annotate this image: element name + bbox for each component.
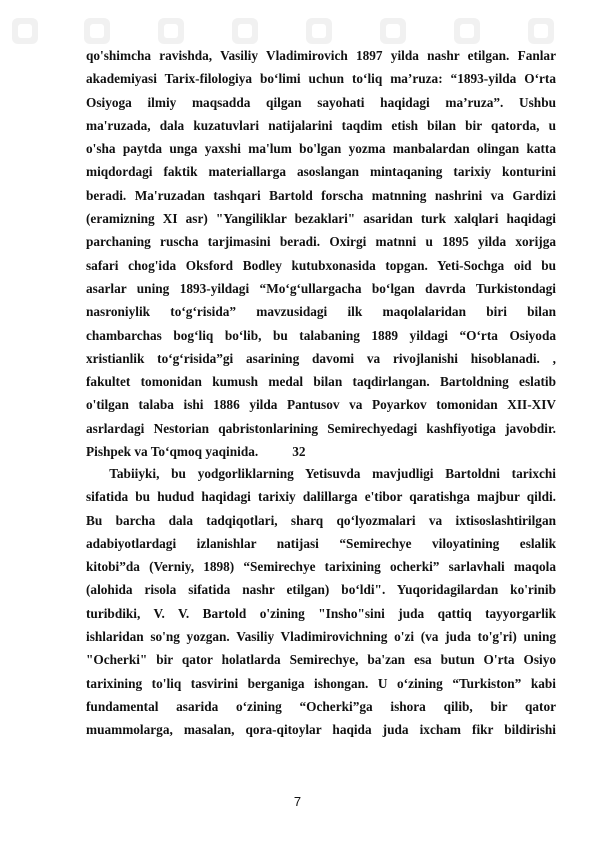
paragraph-end-text: Pishpek va To‘qmoq yaqinida. — [86, 444, 259, 460]
text-line: miqdordagi faktik materiallarga asoslangan mintaqaning tarixiy konturini — [86, 164, 556, 180]
text-line: qo'shimcha ravishda, Vasiliy Vladimirovich 1897 yilda nashr etilgan. Fanlar — [86, 48, 556, 63]
text-line: parchaning ruscha tarjimasini beradi. Oxirgi matnni u 1895 yilda xorijga — [86, 234, 556, 250]
note-reference: 32 — [292, 444, 306, 460]
text-line: fakultet tomonidan kumush medal bilan taqdirlangan. Bartoldning eslatib — [86, 374, 556, 390]
text-line: beradi. Ma'ruzadan tashqari Bartold forscha matnning nashrini va Gardizi — [86, 187, 556, 203]
watermark-mark-icon — [454, 18, 480, 44]
page-number: 7 — [293, 794, 302, 809]
text-line-last — [86, 440, 556, 463]
text-line: muammolarga, masalan, qora-qitoylar haqida juda ixcham fikr bildirishi — [86, 722, 556, 738]
text-line: akademiyasi Tarix-filologiya bo‘limi uchun to‘liq ma’ruza: “1893-yilda O‘rta — [86, 71, 556, 87]
text-line: Bu barcha dala tadqiqotlari, sharq qo‘lyozmalari va ixtisoslashtirilgan — [86, 512, 556, 528]
text-line: "Ocherki" bir qator holatlarda Semirechye, ba'zan esa butun O'rta Osiyo — [86, 652, 556, 668]
text-line: asarlar uning 1893-yildagi “Mo‘g‘ullargacha bo‘lgan davrda Turkistondagi — [86, 280, 556, 296]
text-line: asrlardagi Nestorian qabristonlarining Semirechyedagi kashfiyotiga javobdir. — [86, 420, 556, 436]
text-line: Osiyoga ilmiy maqsadda qilgan sayohati haqidagi ma’ruza”. Ushbu — [86, 94, 556, 110]
text-line: Tabiiyki, bu yodgorliklarning Yetisuvda mavjudligi Bartoldni tarixchi — [86, 466, 556, 481]
text-line: turibdiki, V. V. Bartold o'zining "Insho"sini juda qattiq tayyorgarlik — [86, 605, 556, 621]
text-line: fundamental asarida o‘zining “Ocherki”ga ishora qilib, bir qator — [86, 698, 556, 714]
text-line: nasroniylik to‘g‘risida” mavzusidagi ilk maqolalaridan biri bilan — [86, 304, 556, 320]
watermark-mark-icon — [528, 18, 554, 44]
text-line: xristianlik to‘g‘risida”gi asarining davomi va rivojlanishi hisoblanadi. , — [86, 350, 556, 366]
text-line: safari chog'ida Oksford Bodley kutubxonasida topgan. Yeti-Sochga oid bu — [86, 257, 556, 273]
text-line: (eramizning XI asr) "Yangiliklar bezaklari" asaridan turk xalqlari haqidagi — [86, 211, 556, 227]
text-line: o'sha paytda unga yaxshi ma'lum bo'lgan yozma manbalardan olingan katta — [86, 141, 556, 157]
watermark-mark-icon — [158, 18, 184, 44]
watermark-mark-icon — [306, 18, 332, 44]
paragraph-2 — [86, 462, 556, 782]
watermark-mark-icon — [12, 18, 38, 44]
watermark-mark-icon — [232, 18, 258, 44]
text-line: (alohida risola sifatida nashr etilgan) bo‘ldi". Yuqoridagilardan ko'rinib — [86, 582, 556, 598]
text-line: sifatida bu hudud haqidagi tarixiy dalillarga e'tibor qaratishga majbur qildi. — [86, 489, 556, 505]
text-line: ma'ruzada, dala kuzatuvlari natijalarini taqdim etish bilan bir qatorda, u — [86, 117, 556, 133]
watermark-mark-icon — [380, 18, 406, 44]
watermark-mark-icon — [84, 18, 110, 44]
text-line: kitobi”da (Verniy, 1898) “Semirechye tarixining ocherki” sarlavhali maqola — [86, 559, 556, 575]
text-line: ishlaridan so'ng yozgan. Vasiliy Vladimirovichning o'zi (va juda to'g'ri) uning — [86, 629, 556, 645]
text-line: tarixining to'liq tasvirini berganiga ishongan. U o‘zining “Turkiston” kabi — [86, 675, 556, 691]
text-line: adabiyotlardagi izlanishlar natijasi “Semirechye viloyatining eslalik — [86, 535, 556, 551]
text-line: o'tilgan talaba ishi 1886 yilda Pantusov va Poyarkov tomonidan XII-XIV — [86, 397, 556, 413]
text-line: chambarchas bog‘liq bo‘lib, bu talabaning 1889 yildagi “O‘rta Osiyoda — [86, 327, 556, 343]
paragraph-1 — [86, 44, 556, 462]
